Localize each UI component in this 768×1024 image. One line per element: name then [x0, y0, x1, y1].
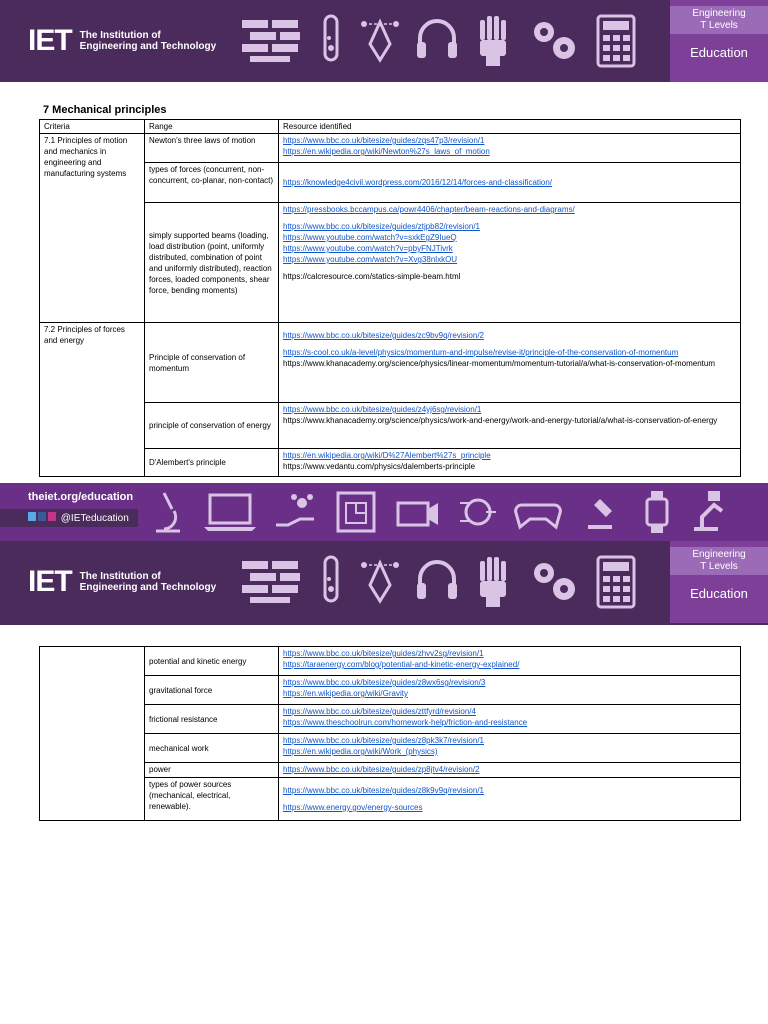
table-row [40, 647, 741, 676]
badge-line1: Engineering [692, 549, 746, 560]
range-cell: frictional resistance [145, 705, 279, 734]
table-row [40, 734, 741, 763]
resource-link[interactable]: https://www.bbc.co.uk/bitesize/guides/zc9bv9q/revision/2 [283, 331, 484, 340]
logo-line2: Engineering and Technology [79, 41, 217, 52]
resource-cell [279, 323, 741, 403]
resource-link[interactable]: https://s-cool.co.uk/a-level/physics/momentum-and-impulse/revise-it/principle-of-the-conservation-of-momentum [283, 348, 679, 357]
table-row [40, 763, 741, 778]
resource-cell [279, 449, 741, 477]
hand-paw-icon [274, 489, 318, 535]
table-row [40, 676, 741, 705]
resource-link[interactable]: https://www.theschoolrun.com/homework-help/friction-and-resistance [283, 718, 528, 727]
header-banner-page2 [0, 541, 768, 625]
resource-cell [279, 676, 741, 705]
resource-cell [279, 203, 741, 323]
resource-link[interactable]: https://www.bbc.co.uk/bitesize/guides/zp8jtv4/revision/2 [283, 765, 480, 774]
range-cell: gravitational force [145, 676, 279, 705]
gavel-icon [578, 489, 626, 535]
range-cell: mechanical work [145, 734, 279, 763]
social-icons [28, 512, 58, 524]
resource-link[interactable]: https://taraenergy.com/blog/potential-and-kinetic-energy-explained/ [283, 660, 520, 669]
range-cell: power [145, 763, 279, 778]
test-tube-icon [316, 555, 346, 609]
banner-icons [240, 555, 638, 609]
laptop-icon [202, 489, 258, 535]
banner-icons [240, 14, 638, 68]
microscope-icon [150, 489, 186, 535]
table-row [40, 203, 741, 323]
resource-cell [279, 778, 741, 821]
bricks-icon [240, 14, 302, 64]
range-cell: potential and kinetic energy [145, 647, 279, 676]
logo-line1: The Institution of [79, 571, 161, 582]
criteria-cell [40, 647, 145, 821]
resource-cell [279, 163, 741, 203]
table-row [40, 449, 741, 477]
resource-cell [279, 705, 741, 734]
resource-link[interactable]: https://www.bbc.co.uk/bitesize/guides/z8pk3k7/revision/1 [283, 736, 484, 745]
badge-line2: T Levels [700, 561, 738, 572]
range-cell: types of forces (concurrent, non-concurrent, co-planar, non-contact) [145, 163, 279, 203]
range-cell: principle of conservation of energy [145, 403, 279, 449]
range-cell: Newton's three laws of motion [145, 134, 279, 163]
resource-link[interactable]: https://www.bbc.co.uk/bitesize/guides/zttfyrd/revision/4 [283, 707, 476, 716]
badge-label: Education [690, 586, 748, 601]
resource-link[interactable]: https://www.bbc.co.uk/bitesize/guides/z4yj6sg/revision/1 [283, 405, 482, 414]
range-cell: Principle of conservation of momentum [145, 323, 279, 403]
resource-link[interactable]: https://www.bbc.co.uk/bitesize/guides/z8k9v9q/revision/1 [283, 786, 484, 795]
gears-icon [528, 14, 580, 64]
robot-arm-icon [688, 489, 728, 535]
footer-url[interactable]: theiet.org/education [28, 491, 134, 503]
resource-text: https://www.vedantu.com/physics/dalemberts-principle [283, 462, 476, 471]
resource-text: https://www.khanacademy.org/science/physics/work-and-energy/work-and-energy-tutorial/a/what-is-conservation-of-energy [283, 416, 718, 425]
resource-link[interactable]: https://www.bbc.co.uk/bitesize/guides/zhvv2sg/revision/1 [283, 649, 484, 658]
resources-table-continued [39, 646, 741, 821]
pen-tool-icon [360, 14, 400, 66]
header-range: Range [145, 120, 279, 134]
resource-link[interactable]: https://en.wikipedia.org/wiki/Work_(physics) [283, 747, 438, 756]
video-camera-icon [394, 489, 442, 535]
smartwatch-icon [642, 489, 672, 535]
table-row [40, 778, 741, 821]
iet-logo [28, 567, 216, 597]
resource-cell [279, 134, 741, 163]
robot-hand-icon [474, 14, 514, 68]
resource-link[interactable]: https://pressbooks.bccampus.ca/powr4406/chapter/beam-reactions-and-diagrams/ [283, 205, 575, 214]
resource-cell [279, 763, 741, 778]
table-row [40, 134, 741, 163]
robot-hand-icon [474, 555, 514, 609]
header-criteria: Criteria [40, 120, 145, 134]
resource-link[interactable]: https://www.youtube.com/watch?v=Xvg38nlxkOU [283, 255, 458, 264]
resource-link[interactable]: https://en.wikipedia.org/wiki/D%27Alembert%27s_principle [283, 451, 491, 460]
bricks-icon [240, 555, 302, 605]
pen-tool-icon [360, 555, 400, 607]
logo-mark: IET [28, 565, 72, 598]
resource-cell [279, 403, 741, 449]
logo-line2: Engineering and Technology [79, 582, 217, 593]
education-badge [670, 0, 768, 82]
resource-cell [279, 734, 741, 763]
social-media-icon [28, 512, 56, 521]
resource-link[interactable]: https://en.wikipedia.org/wiki/Gravity [283, 689, 408, 698]
logo-line1: The Institution of [79, 30, 161, 41]
resource-link[interactable]: https://www.youtube.com/watch?v=pbyFNJTivrk [283, 244, 453, 253]
resource-link[interactable]: https://en.wikipedia.org/wiki/Newton%27s_laws_of_motion [283, 147, 490, 156]
test-tube-icon [316, 14, 346, 68]
footer-icons [150, 489, 728, 535]
criteria-cell: 7.2 Principles of forces and energy [40, 323, 145, 477]
table-row [40, 705, 741, 734]
resource-link[interactable]: https://www.bbc.co.uk/bitesize/guides/ztjpb82/revision/1 [283, 222, 480, 231]
header-banner [0, 0, 768, 82]
resource-cell [279, 647, 741, 676]
header-resource: Resource identified [279, 120, 741, 134]
section-title: 7 Mechanical principles [43, 104, 167, 116]
badge-line1: Engineering [692, 8, 746, 19]
table-row [40, 323, 741, 403]
badge-line2: T Levels [700, 20, 738, 31]
resource-text: https://www.khanacademy.org/science/physics/linear-momentum/momentum-tutorial/a/what-is-conservation-of-momentum [283, 359, 716, 368]
range-cell: types of power sources (mechanical, electrical, renewable). [145, 778, 279, 821]
headphones-icon [414, 14, 460, 64]
resource-text: https://calcresource.com/statics-simple-beam.html [283, 272, 461, 281]
logo-mark: IET [28, 24, 72, 57]
gamepad-icon [514, 489, 562, 535]
footer-social-handle[interactable]: @IETeducation [60, 513, 129, 524]
criteria-cell: 7.1 Principles of motion and mechanics in engineering and manufacturing systems [40, 134, 145, 323]
resource-link[interactable]: https://www.bbc.co.uk/bitesize/guides/zqs47p3/revision/1 [283, 136, 485, 145]
range-cell: simply supported beams (loading, load distribution (point, uniformly distributed, combination of point and uniformly distributed), reaction forces, loaded components, shear force, bending moments) [145, 203, 279, 323]
education-badge [670, 541, 768, 623]
badge-label: Education [690, 45, 748, 60]
calculator-icon [594, 14, 638, 68]
resource-link[interactable]: https://www.energy.gov/energy-sources [283, 803, 423, 812]
table-row [40, 163, 741, 203]
table-row [40, 403, 741, 449]
gears-icon [528, 555, 580, 605]
iet-logo [28, 26, 216, 56]
headphones-icon [414, 555, 460, 605]
circuit-icon [458, 489, 498, 535]
resource-link[interactable]: https://www.bbc.co.uk/bitesize/guides/z8wx6sg/revision/3 [283, 678, 486, 687]
resource-link[interactable]: https://knowledge4civil.wordpress.com/2016/12/14/forces-and-classification/ [283, 178, 553, 187]
footer-banner [0, 483, 768, 541]
table-header-row [40, 120, 741, 134]
blueprint-icon [334, 489, 378, 535]
resources-table [39, 119, 741, 477]
range-cell: D'Alembert's principle [145, 449, 279, 477]
resource-link[interactable]: https://www.youtube.com/watch?v=sxkEgZ9IueQ [283, 233, 457, 242]
calculator-icon [594, 555, 638, 609]
